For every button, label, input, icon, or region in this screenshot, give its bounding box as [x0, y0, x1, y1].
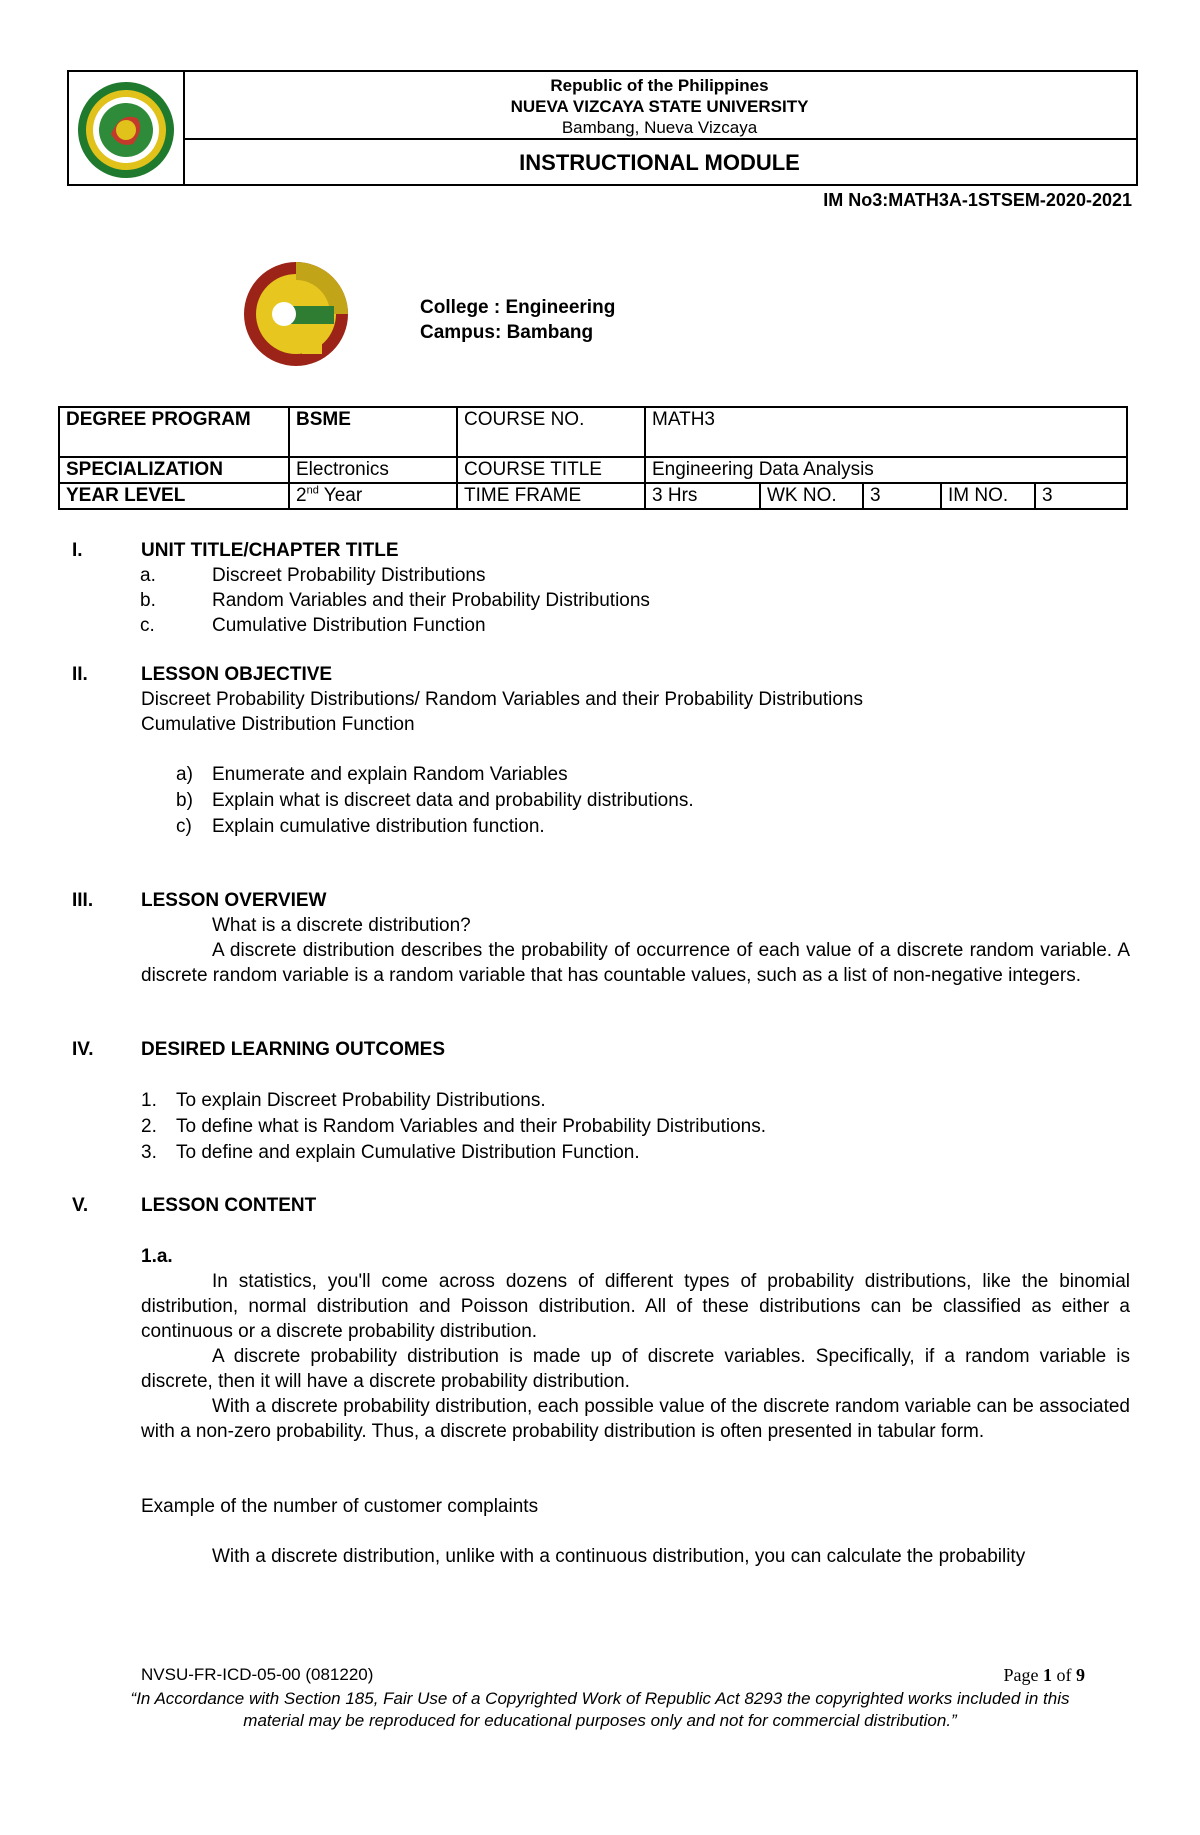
- time-value: 3 Hrs: [645, 483, 760, 509]
- section-number: I.: [72, 540, 83, 561]
- list-item: Enumerate and explain Random Variables: [212, 764, 568, 785]
- wk-value: 3: [863, 483, 941, 509]
- year-value: [289, 483, 457, 509]
- page-number: [1004, 1665, 1086, 1686]
- course-title-label: COURSE TITLE: [457, 457, 645, 483]
- degree-value: BSME: [289, 407, 457, 457]
- course-info-table: [58, 406, 1128, 510]
- module-title: INSTRUCTIONAL MODULE: [519, 150, 800, 175]
- overview-paragraph: A discrete distribution describes the probability of occurrence of each value of a discrete random variable. A discrete random variable is a random variable that has countable values, such as a list of non-negative integers.: [141, 940, 1130, 986]
- year-num: 2: [296, 485, 307, 506]
- list-marker: c.: [140, 615, 155, 636]
- page-of: of: [1052, 1665, 1076, 1685]
- im-code: IM No3:MATH3A-1STSEM-2020-2021: [823, 190, 1132, 210]
- objective-line: Discreet Probability Distributions/ Random Variables and their Probability Distributions: [141, 689, 863, 710]
- list-marker: c): [176, 816, 192, 837]
- list-marker: a): [176, 764, 193, 785]
- section-lesson-objective: [72, 662, 1132, 687]
- engineering-college-logo: [238, 258, 356, 370]
- section-lesson-content: [72, 1193, 1132, 1218]
- university-seal-logo: [71, 74, 181, 186]
- list-marker: b.: [140, 590, 156, 611]
- list-item: Cumulative Distribution Function: [212, 615, 486, 636]
- university-seal-cell: [69, 72, 185, 184]
- example-caption: Example of the number of customer complaints: [141, 1496, 539, 1517]
- section-number: IV.: [72, 1039, 94, 1060]
- course-title-value: Engineering Data Analysis: [645, 457, 1127, 483]
- list-item: Explain what is discreet data and probability distributions.: [212, 790, 694, 811]
- year-label: YEAR LEVEL: [59, 483, 289, 509]
- year-suffix: Year: [318, 485, 363, 506]
- page-current: 1: [1043, 1665, 1052, 1685]
- content-paragraph: A discrete probability distribution is made up of discrete variables. Specifically, if a random variable is discrete, then it will have a discrete probability distribution.: [141, 1346, 1130, 1392]
- objective-line: Cumulative Distribution Function: [141, 714, 415, 735]
- time-label: TIME FRAME: [457, 483, 645, 509]
- college-info: [420, 295, 615, 345]
- wk-label: WK NO.: [760, 483, 863, 509]
- campus-line: Campus: Bambang: [420, 322, 594, 343]
- section-number: II.: [72, 664, 88, 685]
- section-number: V.: [72, 1195, 89, 1216]
- year-sup: nd: [306, 484, 319, 497]
- university-location: Bambang, Nueva Vizcaya: [561, 118, 758, 137]
- section-lesson-overview: [72, 888, 1132, 913]
- content-paragraph: In statistics, you'll come across dozens of different types of probability distributions, like the binomial distribution, normal distribution and Poisson distribution. All of these distributions can be classified as either a continuous or a discrete probability distribution.: [141, 1271, 1130, 1342]
- list-marker: a.: [140, 565, 156, 586]
- specialization-label: SPECIALIZATION: [59, 457, 289, 483]
- section-unit-title: [72, 538, 1132, 563]
- republic-text: Republic of the Philippines: [550, 76, 769, 95]
- section-heading: LESSON CONTENT: [141, 1195, 317, 1216]
- section-learning-outcomes: [72, 1037, 1132, 1062]
- section-heading: LESSON OVERVIEW: [141, 890, 327, 911]
- degree-label: DEGREE PROGRAM: [59, 407, 289, 457]
- list-marker: 1.: [141, 1090, 157, 1111]
- university-name: NUEVA VIZCAYA STATE UNIVERSITY: [510, 97, 809, 116]
- page-label: Page: [1003, 1665, 1043, 1685]
- list-item: Explain cumulative distribution function.: [212, 816, 545, 837]
- header-box: [67, 70, 1138, 186]
- copyright-notice: “In Accordance with Section 185, Fair Use of a Copyrighted Work of Republic Act 8293 the copyrighted works included in this material may be reproduced for educational purposes only and not for commercial distribution.”: [130, 1689, 1070, 1730]
- college-line: College : Engineering: [420, 297, 616, 318]
- im-label: IM NO.: [941, 483, 1035, 509]
- list-item: To explain Discreet Probability Distributions.: [176, 1090, 546, 1111]
- list-item: To define what is Random Variables and their Probability Distributions.: [176, 1116, 767, 1137]
- section-number: III.: [72, 890, 94, 911]
- form-code: NVSU-FR-ICD-05-00 (081220): [141, 1665, 374, 1684]
- course-no-value: MATH3: [645, 407, 1127, 457]
- list-item: Random Variables and their Probability Distributions: [212, 590, 650, 611]
- list-marker: 3.: [141, 1142, 157, 1163]
- page-total: 9: [1076, 1665, 1085, 1685]
- specialization-value: Electronics: [289, 457, 457, 483]
- im-value: 3: [1035, 483, 1127, 509]
- content-paragraph: With a discrete distribution, unlike with a continuous distribution, you can calculate the probability: [212, 1546, 1026, 1567]
- header-top-cell: [183, 72, 1136, 140]
- list-item: Discreet Probability Distributions: [212, 565, 486, 586]
- list-marker: b): [176, 790, 193, 811]
- course-no-label: COURSE NO.: [457, 407, 645, 457]
- section-heading: LESSON OBJECTIVE: [141, 664, 333, 685]
- list-item: To define and explain Cumulative Distribution Function.: [176, 1142, 640, 1163]
- content-paragraph: With a discrete probability distribution, each possible value of the discrete random variable can be associated with a non-zero probability. Thus, a discrete probability distribution is often presented in tabular form.: [141, 1396, 1130, 1442]
- subsection-heading: 1.a.: [141, 1246, 173, 1267]
- overview-question: What is a discrete distribution?: [212, 915, 471, 936]
- section-heading: UNIT TITLE/CHAPTER TITLE: [141, 540, 399, 561]
- section-heading: DESIRED LEARNING OUTCOMES: [141, 1039, 446, 1060]
- list-marker: 2.: [141, 1116, 157, 1137]
